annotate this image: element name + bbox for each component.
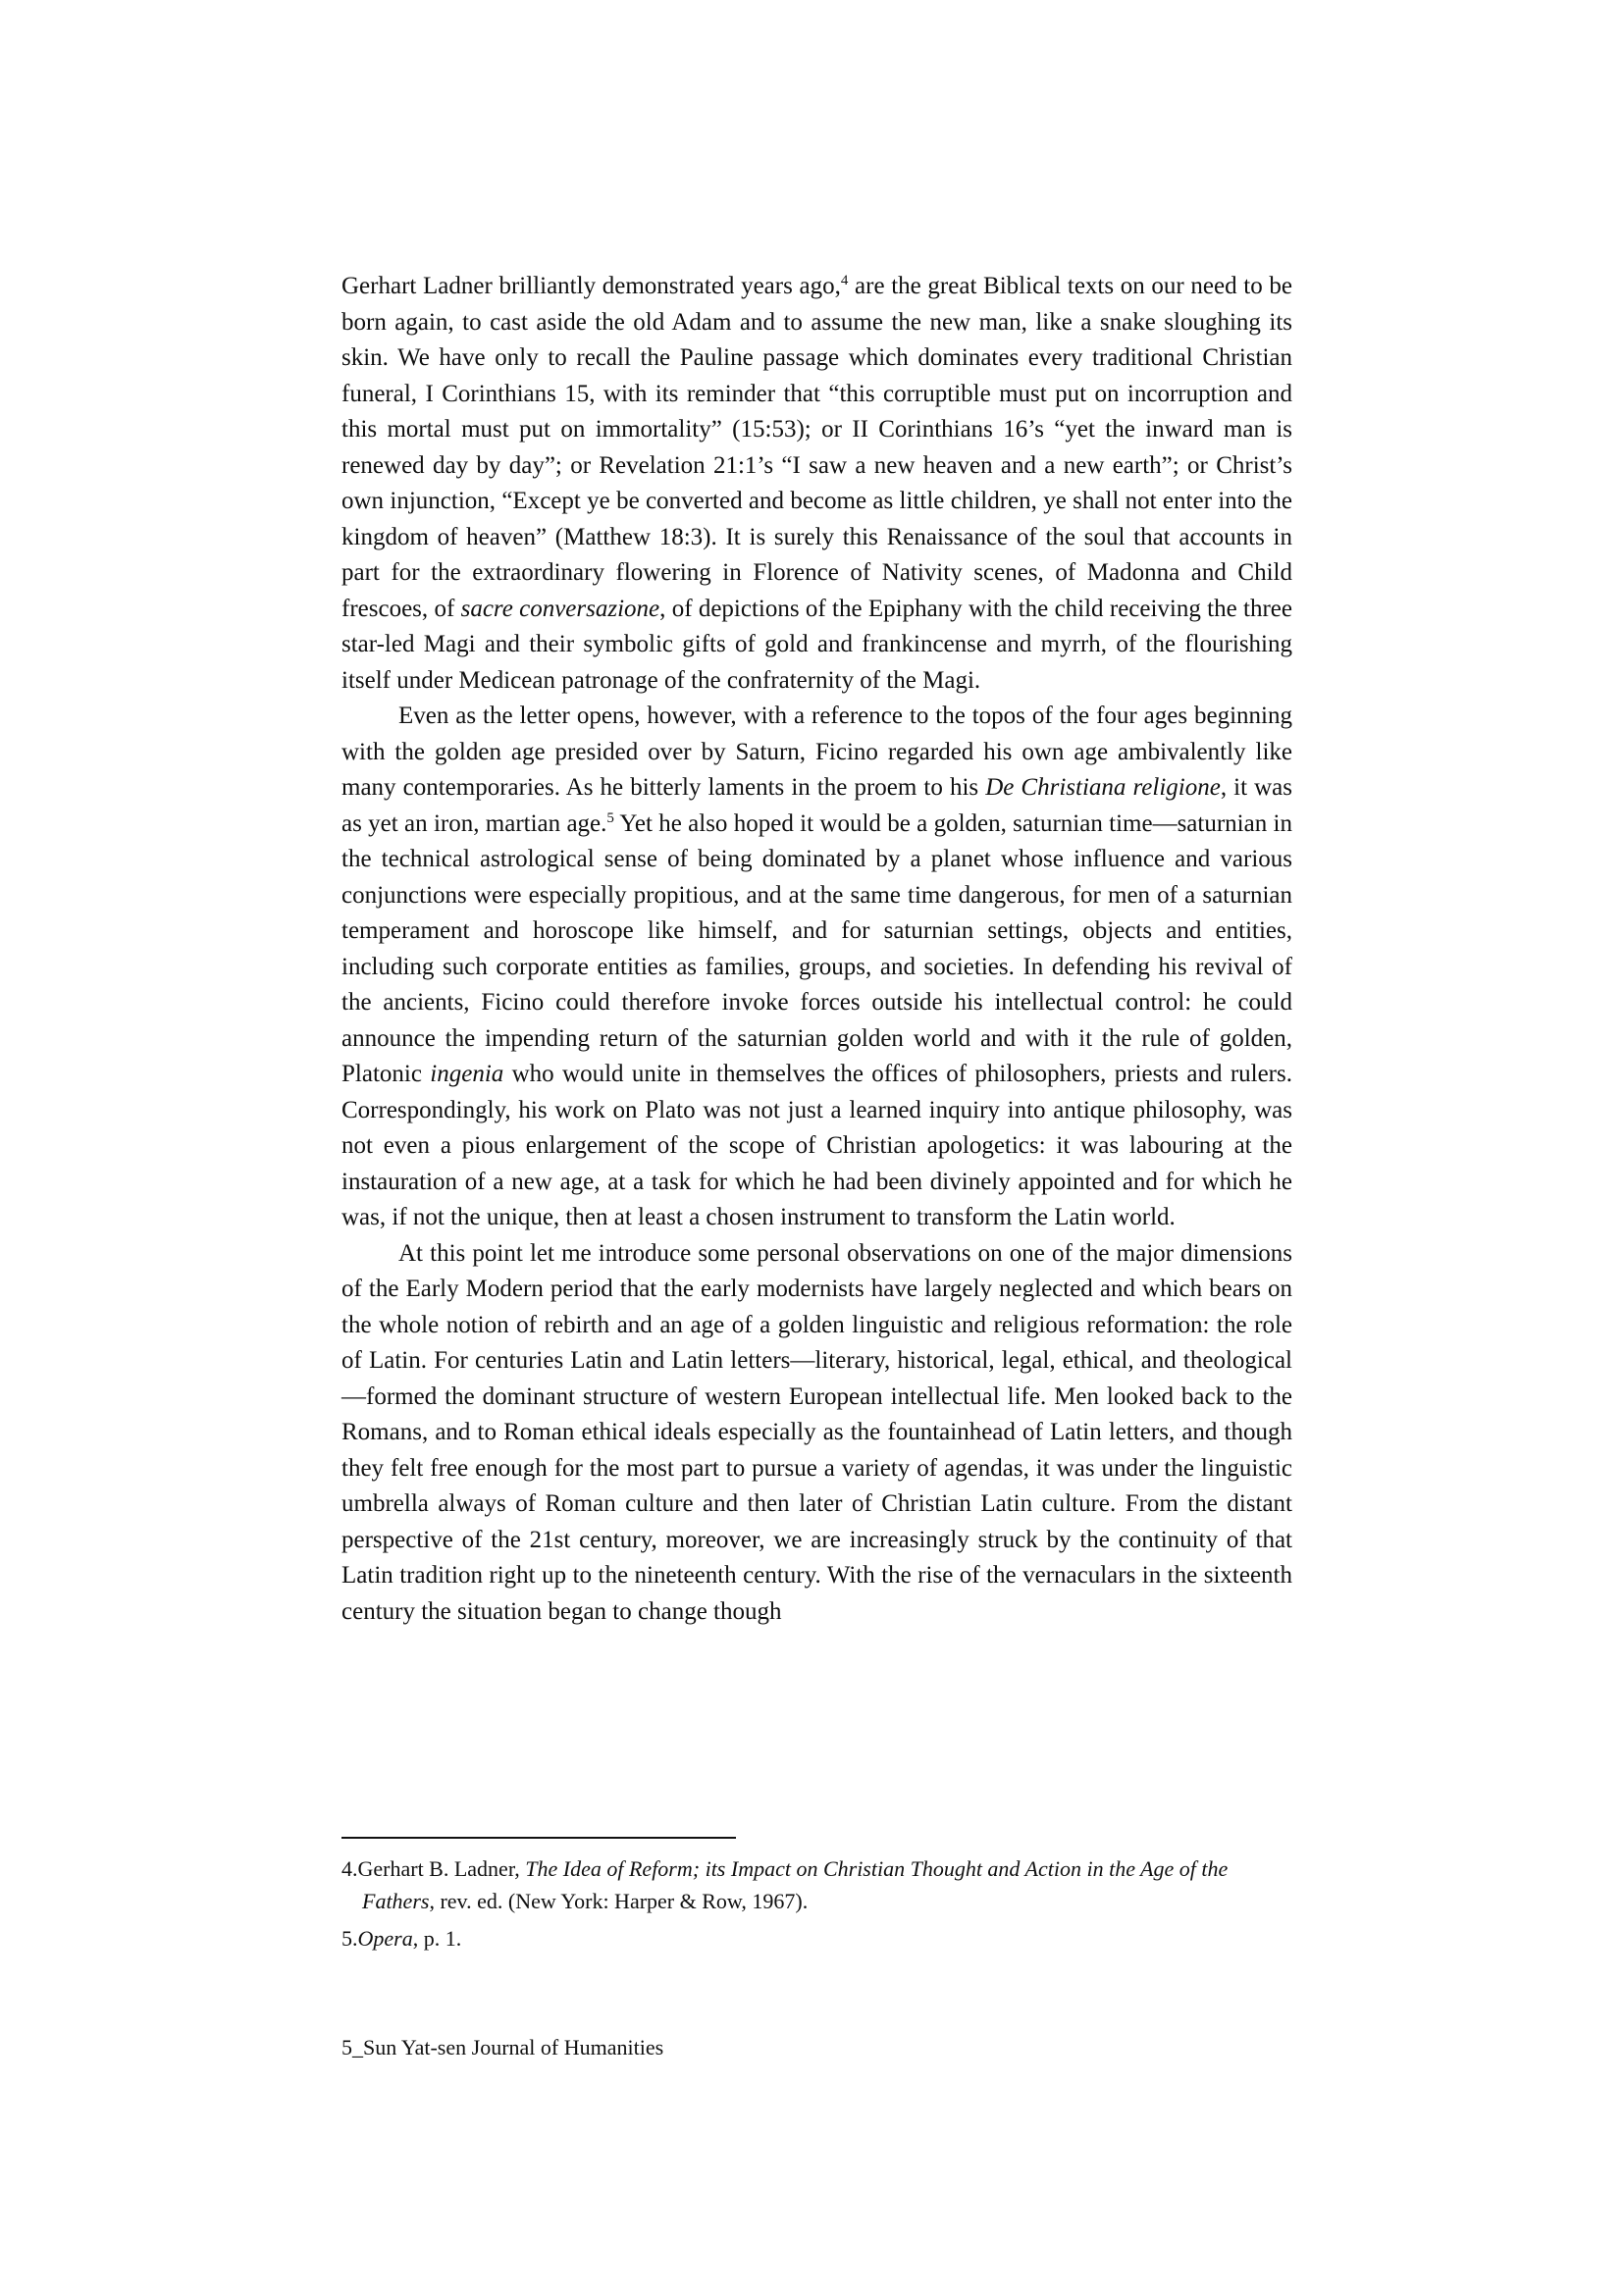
paragraph-3 bbox=[341, 1236, 1292, 1631]
text-run: , of depictions of the Epiphany with the child receiving the three star-led Magi and their symbolic gifts of gold and frankincense and myrrh, of the flourishing itself under Medicean patronage of the confraternity of the Magi. bbox=[341, 595, 1292, 694]
text-run: , it was as yet an iron, martian age. bbox=[341, 774, 1292, 837]
italic-text: The Idea of Reform; its Impact on Christian Thought and Action in the Age of the Fathers bbox=[362, 1856, 1229, 1913]
text-run: who would unite in themselves the offices of philosophers, priests and rulers. Correspondingly, his work on Plato was not just a learned inquiry into antique philosophy, was not even a pious enlargement of the scope of Christian apologetics: it was labouring at the instauration of a new age, at a task for which he had been divinely appointed and for which he was, if not the unique, then at least a chosen instrument to transform the Latin world. bbox=[341, 1061, 1292, 1230]
footnote-5 bbox=[341, 1922, 1292, 1955]
footnotes bbox=[341, 1852, 1292, 1959]
running-footer: 5_Sun Yat-sen Journal of Humanities bbox=[341, 2035, 664, 2059]
text-run: are the great Biblical texts on our need to be born again, to cast aside the old Adam and to assume the new man, like a snake sloughing its skin. We have only to recall the Pauline passage which dominates every traditional Christian funeral, I Corinthians 15, with its reminder that “this corruptible must put on incorruption and this mortal must put on immortality” (15:53); or II Corinthians 16’s “yet the inward man is renewed day by day”; or Revelation 21:1’s “I saw a new heaven and a new earth”; or Christ’s own injunction, “Except ye be converted and become as little children, ye shall not enter into the kingdom of heaven” (Matthew 18:3). It is surely this Renaissance of the soul that accounts in part for the extraordinary flowering in Florence of Nativity scenes, of Madonna and Child frescoes, of bbox=[341, 273, 1292, 622]
footnote-ref: 5 bbox=[606, 809, 614, 826]
text-run: 5. bbox=[341, 1926, 358, 1951]
text-run: Yet he also hoped it would be a golden, saturnian time—saturnian in the technical astrological sense of being dominated by a planet whose influence and various conjunctions were especially propitious, and at the same time dangerous, for men of a saturnian temperament and horoscope like himself, and for saturnian settings, objects and entities, including such corporate entities as families, groups, and societies. In defending his revival of the ancients, Ficino could therefore invoke forces outside his intellectual control: he could announce the impending return of the saturnian golden world and with it the rule of golden, Platonic bbox=[341, 809, 1292, 1087]
main-text bbox=[341, 269, 1292, 1630]
paragraph-1 bbox=[341, 269, 1292, 699]
text-run: , rev. ed. (New York: Harper & Row, 1967). bbox=[429, 1889, 809, 1913]
italic-text: Opera bbox=[357, 1926, 413, 1951]
paragraph-2 bbox=[341, 699, 1292, 1236]
italic-text: De Christiana religione bbox=[985, 774, 1221, 801]
footnote-separator bbox=[341, 1837, 736, 1839]
text-run: Gerhart Ladner brilliantly demonstrated years ago, bbox=[341, 273, 841, 299]
text-run: , p. 1. bbox=[412, 1926, 462, 1951]
text-run: At this point let me introduce some personal observations on one of the major dimensions of the Early Modern period that the early modernists have largely neglected and which bears on the whole notion of rebirth and an age of a golden linguistic and religious reformation: the role of Latin. For centuries Latin and Latin letters—literary, historical, legal, ethical, and theological—formed the dominant structure of western European intellectual life. Men looked back to the Romans, and to Roman ethical ideals especially as the fountainhead of Latin letters, and though they felt free enough for the most part to pursue a variety of agendas, it was under the linguistic umbrella always of Roman culture and then later of Christian Latin culture. From the distant perspective of the 21st century, moreover, we are increasingly struck by the continuity of that Latin tradition right up to the nineteenth century. With the rise of the vernaculars in the sixteenth century the situation began to change though bbox=[341, 1239, 1292, 1625]
italic-text: ingenia bbox=[430, 1061, 504, 1087]
text-run: 4.Gerhart B. Ladner, bbox=[341, 1856, 526, 1881]
text-run: Even as the letter opens, however, with a reference to the topos of the four ages beginning with the golden age presided over by Saturn, Ficino regarded his own age ambivalently like many contemporaries. As he bitterly laments in the proem to his bbox=[341, 703, 1292, 801]
footnote-4 bbox=[341, 1852, 1292, 1917]
footnote-ref: 4 bbox=[840, 273, 849, 288]
italic-text: sacre conversazione bbox=[460, 595, 660, 622]
